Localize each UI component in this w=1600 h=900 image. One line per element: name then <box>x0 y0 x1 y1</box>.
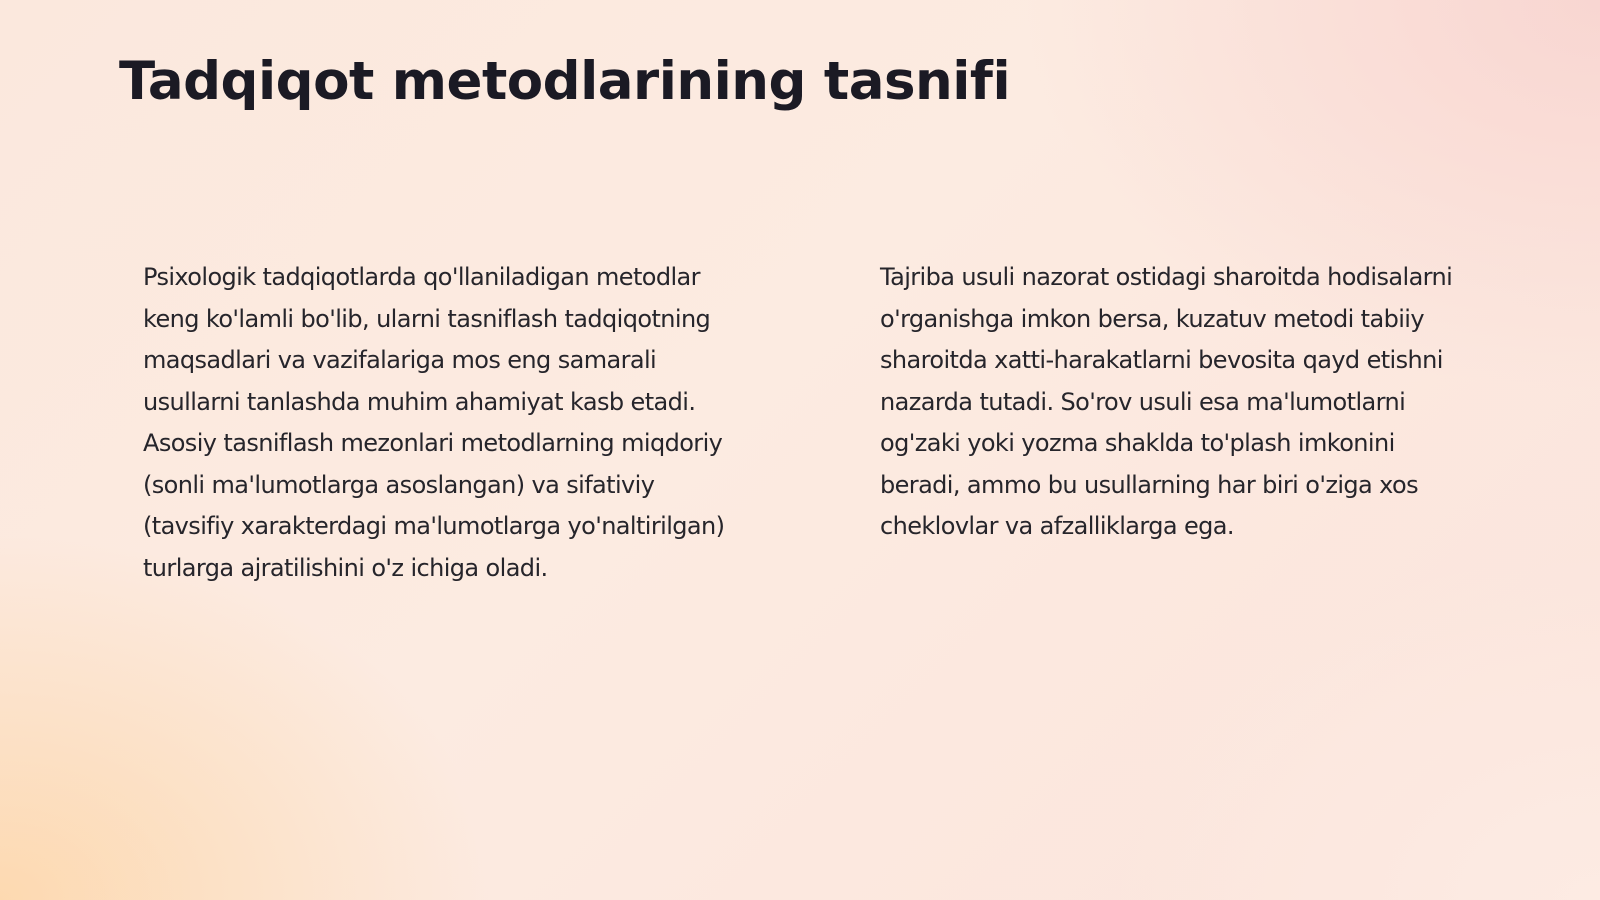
right-paragraph: Tajriba usuli nazorat ostidagi sharoitda hodisalarni o'rganishga imkon bersa, kuzatuv metodi tabiiy sharoitda xatti-harakatlarni bevosita qayd etishni nazarda tutadi. So'rov usuli esa ma'lumotlarni og'zaki yoki yozma shaklda to'plash imkonini beradi, ammo bu usullarning har biri o'ziga xos cheklovlar va afzalliklarga ega. <box>880 263 1453 540</box>
slide-title: Tadqiqot metodlarining tasnifi <box>119 51 1011 112</box>
left-paragraph: Psixologik tadqiqotlarda qo'llaniladigan metodlar keng ko'lamli bo'lib, ularni tasniflash tadqiqotning maqsadlari va vazifalariga mos eng samarali usullarni tanlashda muhim ahamiyat kasb etadi. Asosiy tasniflash mezonlari metodlarning miqdoriy (sonli ma'lumotlarga asoslangan) va sifativiy (tavsifiy xarakterdagi ma'lumotlarga yo'naltirilgan) turlarga ajratilishini o'z ichiga oladi. <box>143 263 725 582</box>
